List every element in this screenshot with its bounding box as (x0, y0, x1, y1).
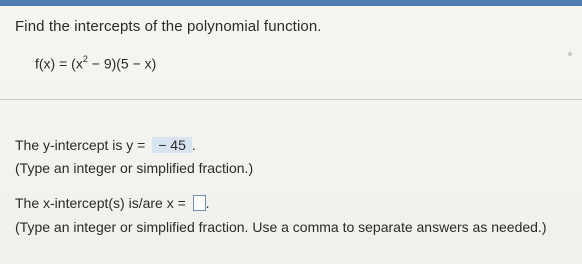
function-lhs: f(x) = (x (35, 55, 83, 72)
function-rhs: − 9)(5 − x) (87, 55, 157, 72)
x-intercept-input[interactable] (193, 195, 206, 211)
header-bar (0, 0, 582, 6)
x-intercept-label: The x-intercept(s) is/are x = (15, 195, 186, 211)
x-intercept-row (15, 195, 210, 211)
function-exponent: 2 (82, 54, 88, 64)
y-intercept-row (15, 137, 196, 153)
question-prompt: Find the intercepts of the polynomial function. (15, 18, 322, 35)
polynomial-function (35, 55, 156, 72)
y-intercept-hint: (Type an integer or simplified fraction.) (15, 160, 254, 176)
y-intercept-period: . (191, 137, 196, 153)
y-intercept-label: The y-intercept is y = (15, 137, 146, 153)
x-intercept-hint: (Type an integer or simplified fraction. Use a comma to separate answers as needed.) (15, 219, 547, 235)
options-dot-icon (568, 52, 572, 56)
section-divider (0, 99, 582, 100)
y-intercept-answer[interactable]: − 45 (152, 137, 192, 153)
x-intercept-period: . (205, 195, 210, 211)
